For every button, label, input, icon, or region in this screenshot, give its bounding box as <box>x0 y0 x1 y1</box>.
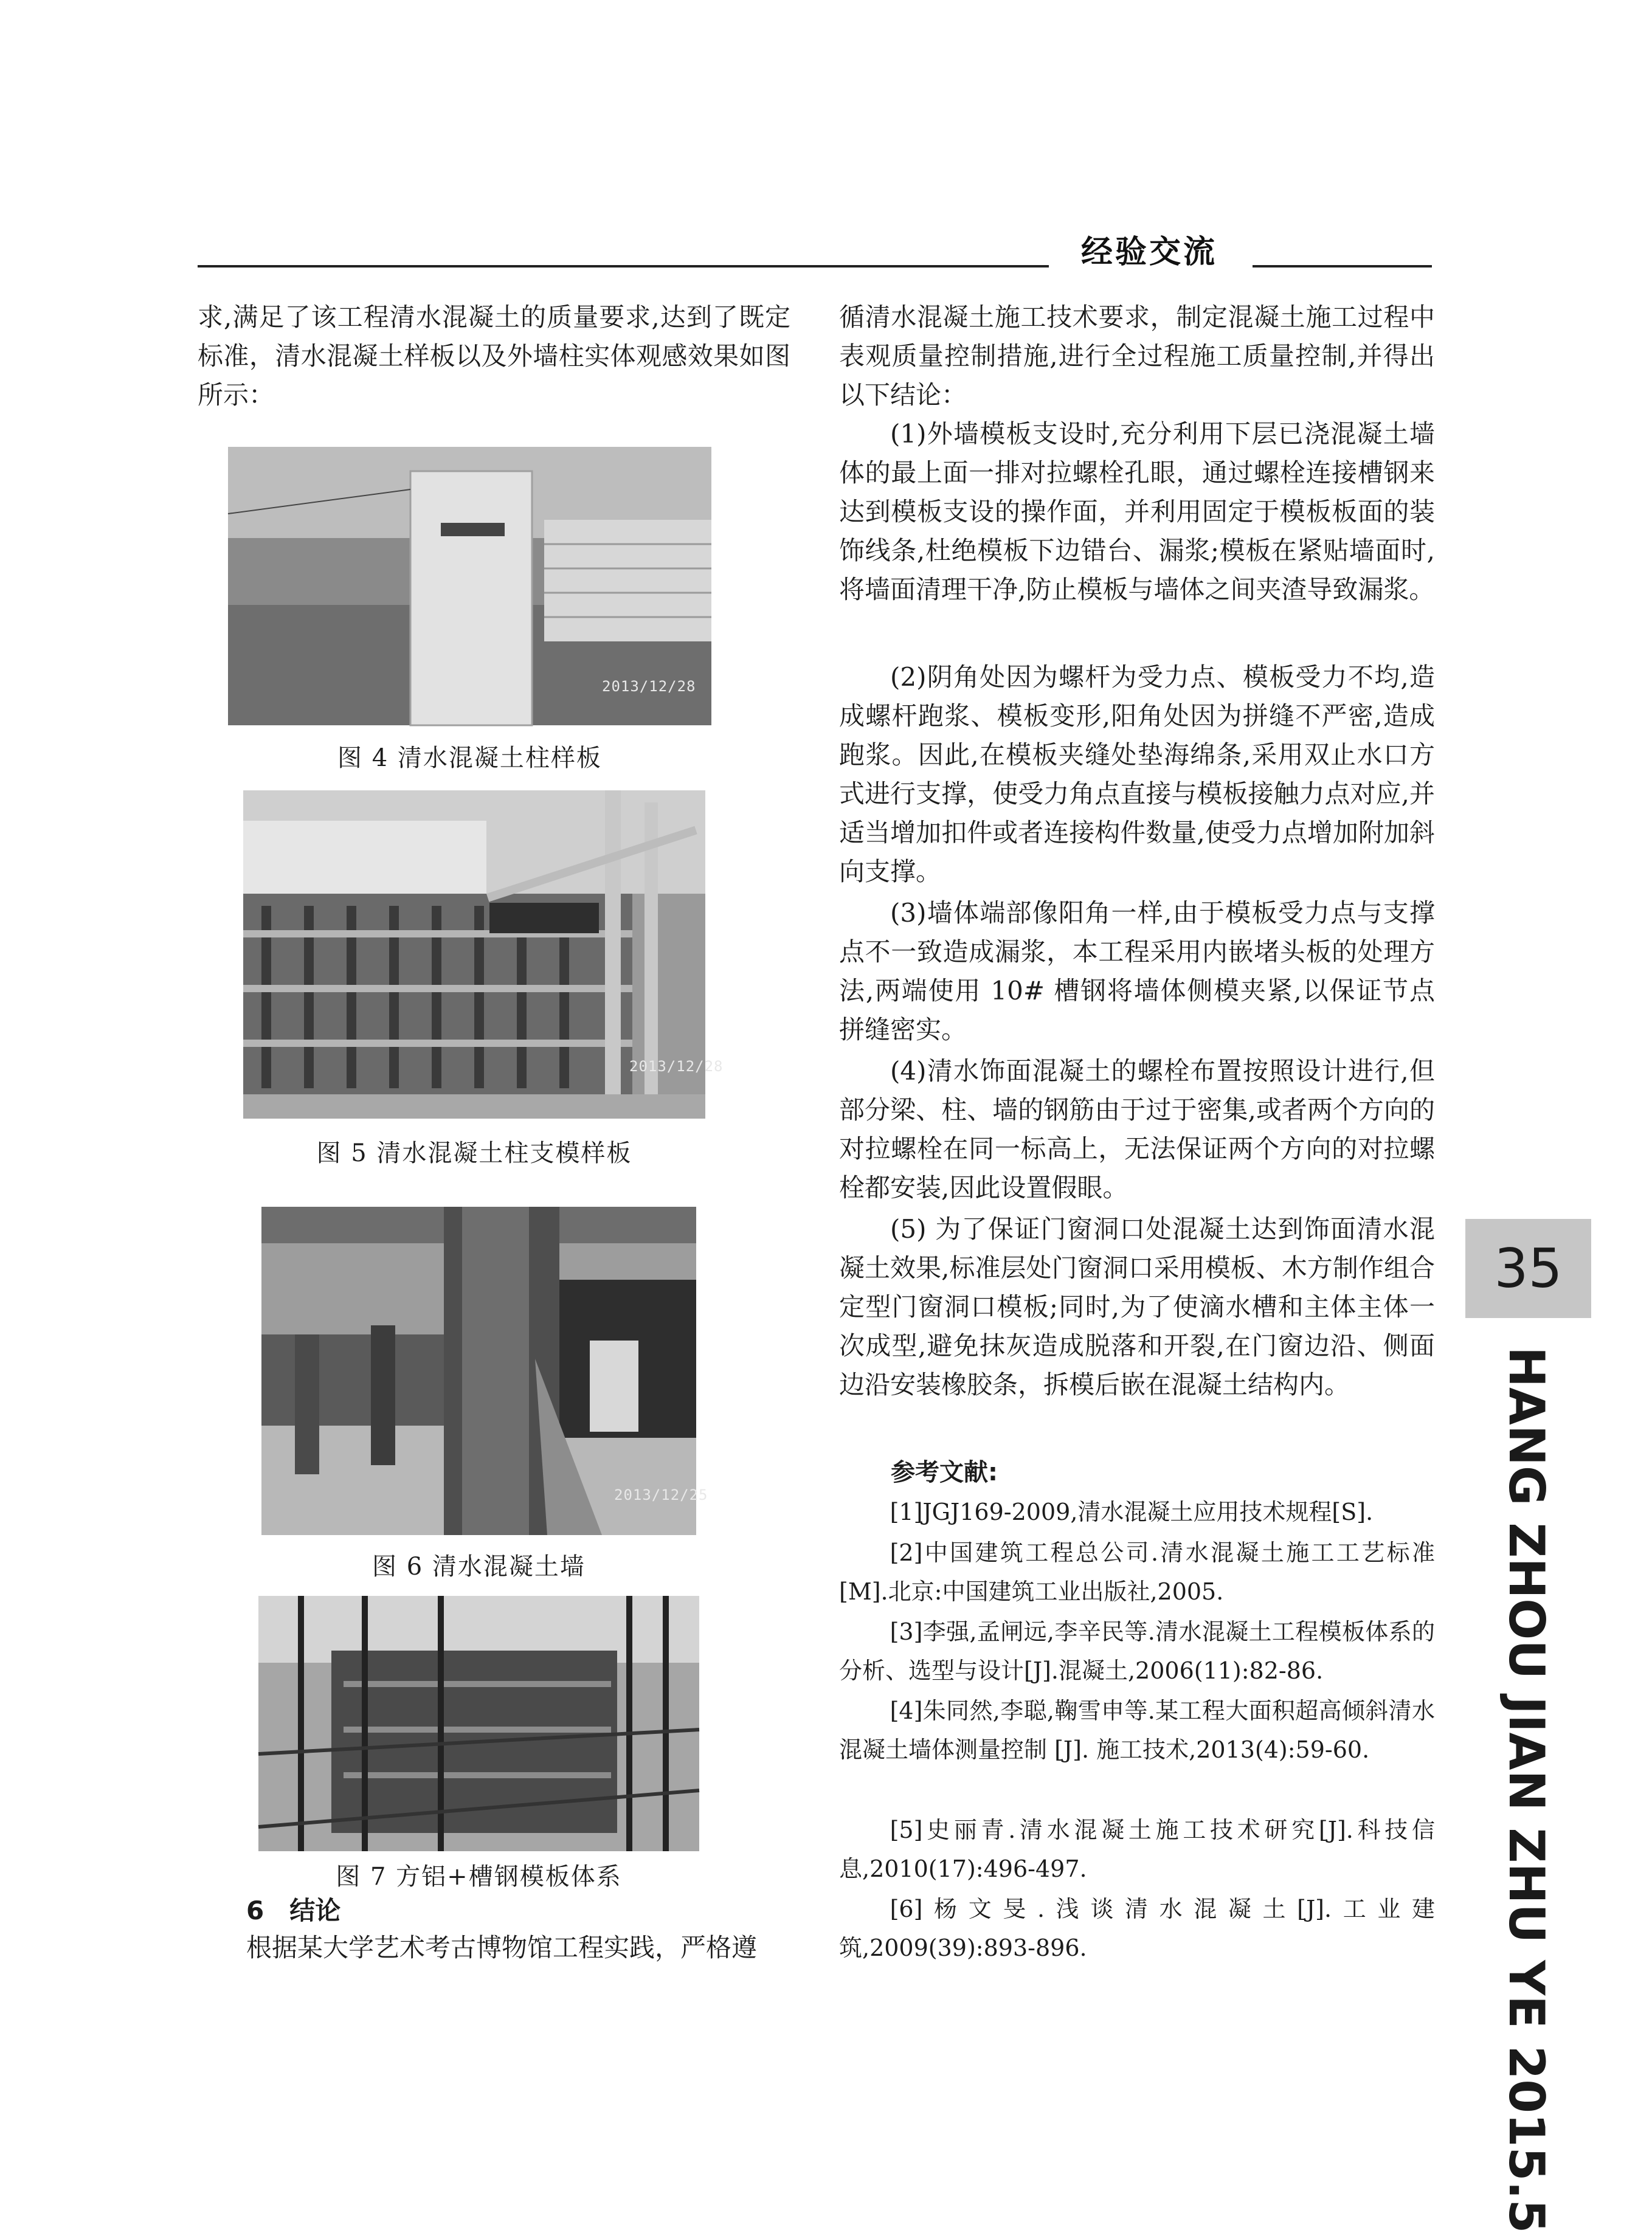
intro-paragraph: 求,满足了该工程清水混凝土的质量要求,达到了既定标准，清水混凝土样板以及外墙柱实体观感效果如图所示： <box>198 302 790 410</box>
reference-1: [1]JGJ169-2009,清水混凝土应用技术规程[S]. <box>890 1499 1374 1525</box>
section-6-heading: 6 结论 <box>246 1896 341 1925</box>
references-title: 参考文献: <box>891 1458 998 1486</box>
point-2: (2)阴角处因为螺杆为受力点、模板受力不均,造成螺杆跑浆、模板变形,阳角处因为拼缝不严密,造成跑浆。因此,在模板夹缝处垫海绵条,采用双止水口方式进行支撑，使受力角点直接与模板接触力点对应,并适当增加扣件或者连接构件数量,使受力点增加附加斜向支撑。 <box>839 662 1435 886</box>
figure-4-caption: 图 4 清水混凝土柱样板 <box>337 744 602 772</box>
reference-4: [4]朱同然,李聪,鞠雪申等.某工程大面积超高倾斜清水混凝土墙体测量控制 [J]. 施工技术,2013(4):59-60. <box>839 1697 1435 1763</box>
point-4: (4)清水饰面混凝土的螺栓布置按照设计进行,但部分梁、柱、墙的钢筋由于过于密集,或者两个方向的对拉螺栓在同一标高上，无法保证两个方向的对拉螺栓都安装,因此设置假眼。 <box>839 1056 1435 1203</box>
header-rule-left <box>198 265 1049 267</box>
section-title: 经验交流 <box>1080 234 1217 271</box>
journal-name-vertical: HANG ZHOU JIAN ZHU YE 2015.5 <box>1498 1347 1555 2233</box>
figure-5-timestamp: 2013/12/28 <box>629 1058 724 1075</box>
figure-6-caption: 图 6 清水混凝土墙 <box>372 1553 586 1581</box>
figure-7-photo <box>258 1596 699 1851</box>
reference-3: [3]李强,孟闸远,李辛民等.清水混凝土工程模板体系的分析、选型与设计[J].混凝土,2006(11):82-86. <box>839 1618 1435 1684</box>
figure-6-timestamp: 2013/12/25 <box>614 1486 708 1503</box>
conclusion-lead: 循清水混凝土施工技术要求，制定混凝土施工过程中表观质量控制措施,进行全过程施工质量控制,并得出以下结论： <box>839 302 1435 410</box>
point-3: (3)墙体端部像阳角一样,由于模板受力点与支撑点不一致造成漏浆，本工程采用内嵌堵头板的处理方法,两端使用 10# 槽钢将墙体侧模夹紧,以保证节点拼缝密实。 <box>839 898 1435 1044</box>
reference-5: [5]史丽青.清水混凝土施工技术研究[J].科技信息,2010(17):496-497. <box>839 1817 1435 1882</box>
header-rule-right <box>1253 265 1432 267</box>
page-number: 35 <box>1465 1219 1591 1318</box>
reference-2: [2]中国建筑工程总公司.清水混凝土施工工艺标准[M].北京:中国建筑工业出版社,2005. <box>839 1539 1435 1605</box>
figure-5-caption: 图 5 清水混凝土柱支模样板 <box>316 1139 632 1167</box>
reference-6: [6]杨文旻.浅谈清水混凝土[J].工业建筑,2009(39):893-896. <box>839 1896 1435 1961</box>
figure-5-photo <box>243 790 724 1119</box>
figure-7-caption: 图 7 方铝+槽钢模板体系 <box>336 1863 622 1891</box>
point-1: (1)外墙模板支设时,充分利用下层已浇混凝土墙体的最上面一排对拉螺栓孔眼，通过螺栓连接槽钢来达到模板支设的操作面，并利用固定于模板板面的装饰线条,杜绝模板下边错台、漏浆;模板在紧贴墙面时,将墙面清理干净,防止模板与墙体之间夹渣导致漏浆。 <box>839 419 1435 604</box>
figure-6-photo <box>261 1207 708 1535</box>
figure-4-photo <box>228 447 711 725</box>
conclusion-paragraph-start: 根据某大学艺术考古博物馆工程实践，严格遵 <box>246 1933 758 1962</box>
point-5: (5) 为了保证门窗洞口处混凝土达到饰面清水混凝土效果,标准层处门窗洞口采用模板、木方制作组合定型门窗洞口模板;同时,为了使滴水槽和主体主体一次成型,避免抹灰造成脱落和开裂,在门窗边沿、侧面边沿安装橡胶条，拆模后嵌在混凝土结构内。 <box>839 1214 1435 1400</box>
figure-4-timestamp: 2013/12/28 <box>602 678 696 695</box>
